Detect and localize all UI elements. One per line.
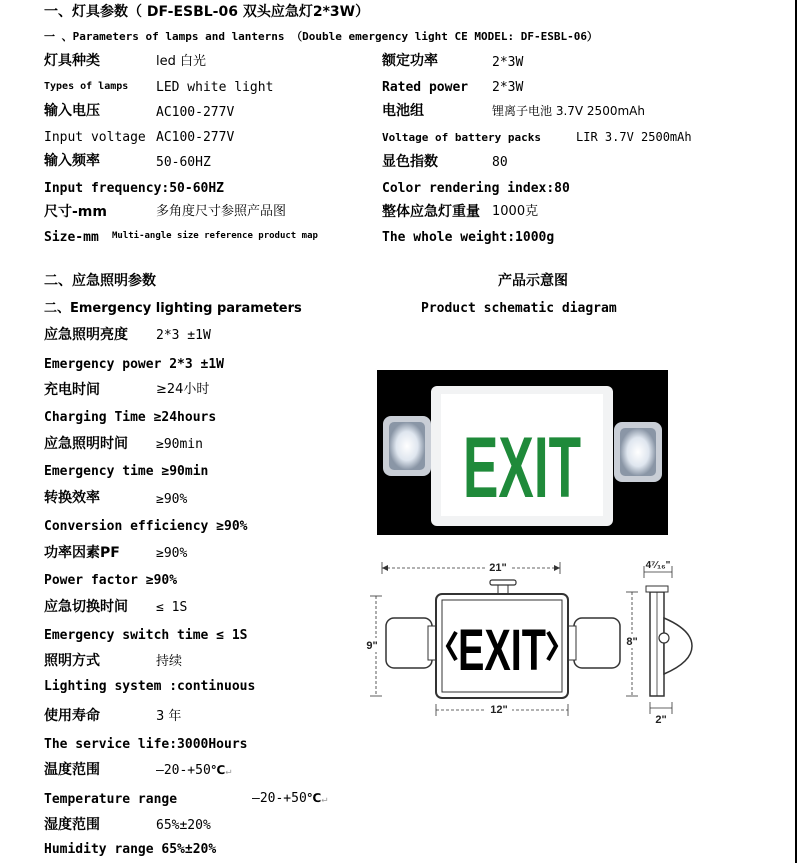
input-voltage-en-label: Input voltage [44,130,146,145]
size-en-label: Size-mm [44,230,99,245]
dim-side-base-label: 2" [655,714,667,726]
input-voltage-cn-label: 输入电压 [44,103,100,119]
freq-cn-label: 输入频率 [44,153,100,169]
temp-cn-label: 温度范围 [44,762,100,778]
left-lamp-head [389,422,425,470]
conv-cn-value: ≥90% [156,492,188,507]
dim-inner-width-label: 12" [490,704,508,716]
conv-cn-label: 转换效率 [44,490,100,506]
dim-width-label: 21" [489,562,507,574]
battery-en-value: LIR 3.7V 2500mAh [576,130,692,144]
temp-en-unit: ℃ [306,791,322,805]
power-en: Emergency power 2*3 ±1W [44,357,225,372]
etime-cn-value: ≥90min [156,437,203,452]
life-cn-label: 使用寿命 [44,708,100,724]
battery-cn-value: 锂离子电池 3.7V 2500mAh [492,104,645,118]
temp-cn-unit: ℃ [210,763,226,777]
mode-cn-value: 持续 [156,654,183,669]
pf-en: Power factor ≥90% [44,573,178,588]
weight-cn-value: 1000克 [492,204,539,219]
dimension-diagram [362,556,702,726]
switch-cn-value: ≤ 1S [156,600,188,615]
size-cn-value: 多角度尺寸参照产品图 [156,204,287,219]
rated-power-cn-value: 2*3W [492,55,524,70]
return-mark-icon: ↵ [225,766,232,777]
temp-en-value: —20-+50 [252,791,307,806]
charge-cn-label: 充电时间 [44,382,100,398]
lamp-type-cn-value: led 白光 [156,54,206,69]
brightness-cn-label: 应急照明亮度 [44,327,128,343]
return-mark-icon: ↵ [321,794,328,805]
dim-height-label: 9" [366,640,378,652]
freq-cn-value: 50-60HZ [156,155,211,170]
charge-en: Charging Time ≥24hours [44,410,217,425]
diagram-exit-text: EXIT [458,618,546,683]
mode-cn-label: 照明方式 [44,653,100,669]
pf-cn-label: 功率因素PF [44,545,120,561]
section1-title-cn: 一、灯具参数（ DF-ESBL-06 双头应急灯2*3W） [44,4,370,20]
lamp-type-en-label: Types of lamps [44,81,129,92]
rated-power-cn-label: 额定功率 [382,53,438,69]
page-border [795,0,797,863]
dim-side-depth-label: 4⁷⁄₁₆" [645,560,671,571]
input-voltage-en-value: AC100-277V [156,130,235,145]
weight-en: The whole weight:1000g [382,230,555,245]
temp-en-value-wrap [252,792,327,805]
size-en-value: Multi-angle size reference product map [112,231,318,241]
product-photo [377,370,668,535]
photo-exit-text: EXIT [463,420,581,516]
section2-title-cn: 二、应急照明参数 [44,273,156,289]
hum-en: Humidity range 65%±20% [44,842,217,857]
mode-en: Lighting system :continuous [44,679,256,694]
pf-cn-value: ≥90% [156,546,188,561]
temp-cn-value: —20-+50 [156,763,211,778]
etime-en: Emergency time ≥90min [44,464,209,479]
section1-title-en: 一 、Parameters of lamps and lanterns （Double emergency light CE MODEL: DF-ESBL-06） [44,30,598,43]
conv-en: Conversion efficiency ≥90% [44,519,248,534]
freq-en: Input frequency:50-60HZ [44,181,225,196]
hum-cn-label: 湿度范围 [44,817,100,833]
lamp-type-en-value: LED white light [156,80,274,95]
switch-en: Emergency switch time ≤ 1S [44,628,248,643]
cri-cn-value: 80 [492,155,508,170]
life-cn-value: 3 年 [156,709,182,724]
diagram-title-en: Product schematic diagram [421,301,617,316]
lamp-type-cn-label: 灯具种类 [44,53,100,69]
right-lamp-head [620,428,656,476]
etime-cn-label: 应急照明时间 [44,436,128,452]
brightness-cn-value: 2*3 ±1W [156,328,211,343]
rated-power-en-value: 2*3W [492,80,524,95]
section2-title-en: 二、Emergency lighting parameters [44,301,302,316]
battery-cn-label: 电池组 [382,103,424,119]
temp-cn-value-wrap [156,764,231,777]
switch-cn-label: 应急切换时间 [44,599,128,615]
weight-cn-label: 整体应急灯重量 [382,204,480,220]
cri-en: Color rendering index:80 [382,181,570,196]
size-cn-label: 尺寸-mm [44,204,107,220]
rated-power-en-label: Rated power [382,80,469,95]
battery-en-label: Voltage of battery packs [382,131,541,144]
input-voltage-cn-value: AC100-277V [156,105,235,120]
dim-side-height-label: 8" [626,636,638,648]
temp-en-label: Temperature range [44,792,178,807]
diagram-title-cn: 产品示意图 [498,273,568,289]
cri-cn-label: 显色指数 [382,154,438,170]
hum-cn-value: 65%±20% [156,818,211,833]
charge-cn-value: ≥24小时 [156,382,210,397]
life-en: The service life:3000Hours [44,737,248,752]
